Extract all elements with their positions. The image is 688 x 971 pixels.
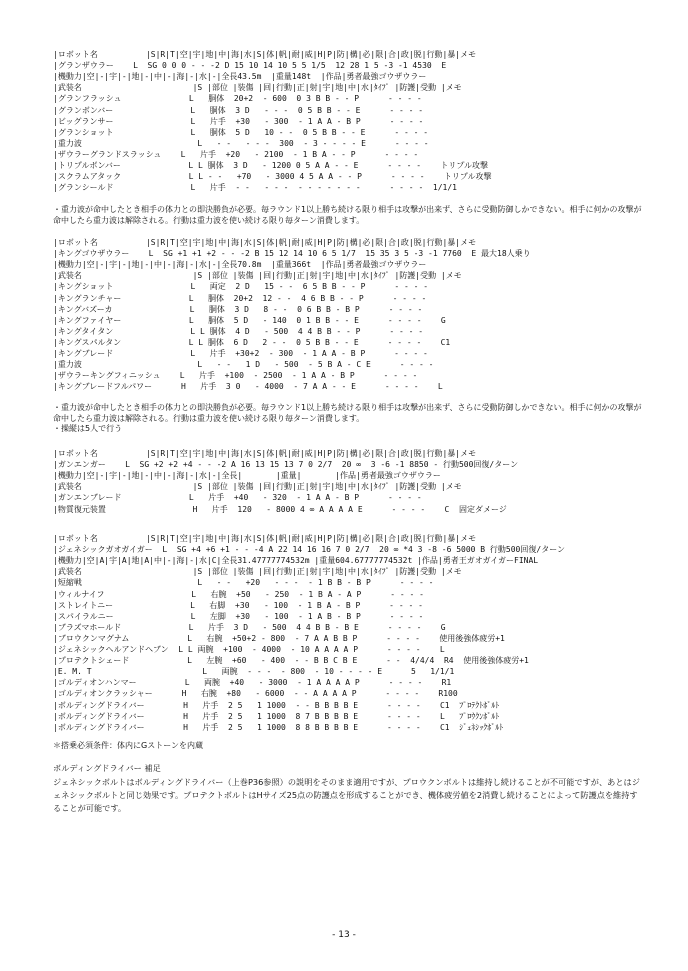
table-header: |ロボット名 |S|R|T|空|宇|地|中|海|水|S|体|帆|耐|威|H|P|防|構|必|限|合|政|脱|行動|暴|メモ: [53, 238, 477, 247]
weapon-row: |重力波 L - - - - - 300 - 3 - - - - E - - - -: [53, 138, 429, 148]
supplement-title: ボルディングドライバー 補足: [53, 763, 161, 773]
mobility-row: |機動力|空|-|宇|-|地|-|中|-|海|-|水|-|全長70.8m |重量366t |作品|勇者最強ゴウザウラー: [53, 260, 427, 270]
table-header: |ロボット名 |S|R|T|空|宇|地|中|海|水|S|体|帆|耐|威|H|P|防|構|必|限|合|政|脱|行動|暴|メモ: [53, 534, 477, 543]
weapon-row: |スクラムアタック L L - - +70 - 3000 4 5 A A - - P - - - - トリプル攻撃: [53, 172, 492, 182]
weapon-row: |キングタイタン L L 胴体 4 D - 500 4 4 B B - - P - - - -: [53, 326, 424, 336]
supplement-body: ジェネシックボルトはボルディングドライバー（上巻P36参照）の説明をそのまま適用ですが、プロウクンボルトは維持し続けることが不可能ですが、あとはジェネシックボルトと同じ効果です。プロテクトボルトはHサイズ25点の防護点を形成することができ、機体疲労値を2消費し続けることによって防護点を維持することが可能です。: [53, 777, 640, 813]
mobility-row: |機動力|空|A|宇|A|地|A|中|-|海|-|水|C|全長31.47777774532m |重量604.67777774532t |作品|勇者王ガオガイガーFINAL: [53, 556, 539, 566]
weapon-header: |武装名 |S |部位 |装傷 |回|行動|正|射|宇|地|中|水|ﾀｲﾌﾟ |防護|受動 |メモ: [53, 567, 462, 577]
weapon-row: |グランシールド L 片手 - - - - - - - - - - - - - - - - 1/1/1: [53, 183, 457, 193]
weapon-row: |重力波 L - - 1 D - 500 - 5 B A - C E - - - -: [53, 360, 434, 370]
weapon-header: |武装名 |S |部位 |装傷 |回|行動|正|射|宇|地|中|水|ﾀｲﾌﾟ |防護|受動 |メモ: [53, 83, 462, 93]
weapon-row: |プロテクトシェード L 左腕 +60 - 400 - - B B C B E - - 4/4/4 R4 使用後強体疲労+1: [53, 656, 529, 666]
weapon-row: |ザウラーキングフィニッシュ L 片手 +100 - 2500 - 1 A A - B P - - - -: [53, 371, 418, 381]
weapon-row: |ウィルナイフ L 右腕 +50 - 250 - 1 B A - A P - - - -: [53, 589, 424, 599]
robot-note: ・重力波が命中したとき相手の体力との即決勝負が必要。毎ラウンド1以上勝ち続ける限り相手は攻撃が出来ず、さらに受動防御しかできない。相手に何かの攻撃が命中したら重力波は解除される。行動は重力波を使い続ける限り毎ターン消費します。 ・操縦は5人で行う: [53, 403, 642, 433]
weapon-row: |キングショット L 両定 2 D 15 - - 6 5 B B - - P - - - -: [53, 282, 429, 292]
weapon-row: |ゴルディオンクラッシャー H 右腕 +80 - 6000 - - A A A A P - - - - R100: [53, 689, 458, 699]
table-header: |ロボット名 |S|R|T|空|宇|地|中|海|水|S|体|帆|耐|威|H|P|防|構|必|限|合|政|脱|行動|暴|メモ: [53, 50, 477, 59]
weapon-row: |ジェネシックヘルアンドヘブン L L 両腕 +100 - 4000 - 10 A A A A P - - - - L: [53, 645, 445, 654]
weapon-row: |グランショット L 胴体 5 D 10 - - 0 5 B B - - E - - - -: [53, 127, 429, 137]
weapon-row: |ゴルディオンハンマー L 両腕 +40 - 3000 - 1 A A A A P - - - - R1: [53, 678, 452, 688]
robot-stats-row: |グランザウラー L SG 0 0 0 - - -2 D 15 10 14 10 5 5 1/5 12 28 1 5 -3 -1 4530 E: [53, 61, 447, 71]
robot-stats-row: |キングゴウザウラー L SG +1 +1 +2 - - -2 B 15 12 14 10 6 5 1/7 15 35 3 5 -3 -1 7760 E 最大18人乗り: [53, 249, 531, 259]
weapon-row: |キングブレードフルパワー H 片手 3 0 - 4000 - 7 A A - - E - - - - L: [53, 382, 443, 392]
robot-note: ＊搭乗必須条件：体内にGストーンを内蔵: [53, 741, 204, 750]
weapon-row: |キングファイヤー L 胴体 5 D - 140 0 1 B B - - E - - - - G: [53, 315, 446, 325]
weapon-row: |スパイラルニー L 左脚 +30 - 100 - 1 A B - B P - - - -: [53, 611, 424, 621]
weapon-row: |ボルディングドライバー H 片手 2 5 1 1000 8 7 B B B B E - - - - L ﾌﾟﾛｳｸﾝﾎﾞﾙﾄ: [53, 711, 500, 721]
weapon-row: |ブロウクンマグナム L 右腕 +50+2 - 800 - 7 A A B B P - - - - 使用後強体疲労+1: [53, 633, 505, 643]
weapon-row: |ガンエンブレード L 片手 +40 - 320 - 1 A A - B P - - - -: [53, 493, 422, 503]
robot-stats-row: |ジェネシックガオガイガー L SG +4 +6 +1 - - -4 A 22 14 16 16 7 0 2/7 20 ∞ *4 3 -8 -6 5000 B 行動500回復/ターン: [53, 545, 566, 555]
mobility-row: |機動力|空|-|宇|-|地|-|中|-|海|-|水|-|全長43.5m |重量148t |作品|勇者最強ゴウザウラー: [53, 72, 427, 82]
robot-stats-row: |ガンエンガー L SG +2 +2 +4 - - -2 A 16 13 15 13 7 0 2/7 20 ∞ 3 -6 -1 8850 - 行動500回復/ターン: [53, 460, 519, 470]
weapon-row: |トリプルボンバー L L 胴体 3 D - 1200 0 5 A A - - E - - - - トリプル攻撃: [53, 161, 489, 170]
weapon-row: |キングブレード L 片手 +30+2 - 300 - 1 A A - B P - - - -: [53, 349, 428, 358]
weapon-header: |武装名 |S |部位 |装傷 |回|行動|正|射|宇|地|中|水|ﾀｲﾌﾟ |防護|受動 |メモ: [53, 271, 462, 281]
weapon-row: |グランフラッシュ L 胴体 20+2 - 600 0 3 B B - - P - - - -: [53, 94, 422, 104]
weapon-header: |武装名 |S |部位 |装傷 |回|行動|正|射|宇|地|中|水|ﾀｲﾌﾟ |防護|受動 |メモ: [53, 482, 462, 492]
weapon-row: |物質復元装置 H 片手 120 - 8000 4 ∞ A A A A E - - - - C 固定ダメージ: [53, 504, 507, 514]
weapon-row: |ストレイトニー L 右脚 +30 - 100 - 1 B A - B P - - - -: [53, 600, 423, 610]
weapon-row: |E. M. T L 両腕 - - - - 800 - 10 - - - - E 5 1/1/1: [53, 667, 455, 677]
weapon-row: |ボルディングドライバー H 片手 2 5 1 1000 8 8 B B B B E - - - - C1 ｼﾞｪﾈｼｯｸﾎﾞﾙﾄ: [53, 722, 504, 732]
mobility-row: |機動力|空|-|宇|-|地|-|中|-|海|-|水|-|全長| |重量| |作品|勇者最強ゴウザウラー: [53, 471, 441, 481]
weapon-row: |ビッグランサー L 片手 +30 - 300 - 1 A A - B P - - - -: [53, 116, 424, 126]
weapon-row: |キングランチャー L 胴体 20+2 12 - - 4 6 B B - - P - - - -: [53, 293, 427, 303]
robot-note: ・重力波が命中したとき相手の体力との即決勝負が必要。毎ラウンド1以上勝ち続ける限り相手は攻撃が出来ず、さらに受動防御しかできない。相手に何かの攻撃が命中したら重力波は解除される。行動は重力波を使い続ける限り毎ターン消費します。: [53, 205, 642, 225]
weapon-row: |キングスパルタン L L 胴体 6 D 2 - - 0 5 B B - - E - - - - C1: [53, 337, 451, 347]
table-header: |ロボット名 |S|R|T|空|宇|地|中|海|水|S|体|帆|耐|威|H|P|防|構|必|限|合|政|脱|行動|暴|メモ: [53, 449, 477, 458]
weapon-row: |ブラズマホールド L 片手 3 D - 500 4 4 B B - B E - - - - G: [53, 622, 446, 632]
page-number: - 13 -: [332, 930, 356, 940]
weapon-row: |キングバズーカ L 胴体 3 D 8 - - 0 6 B B - B P - - - -: [53, 304, 423, 314]
weapon-row: |ザウラーグランドスラッシュ L 片手 +20 - 2100 - 1 B A - - P - - - -: [53, 149, 419, 159]
weapon-row: |短縮戦 L - - +20 - - - - 1 B B - B P - - - -: [53, 578, 434, 588]
weapon-row: |ボルディングドライバー H 片手 2 5 1 1000 - - B B B B E - - - - C1 ﾌﾟﾛﾃｸﾄﾎﾞﾙﾄ: [53, 700, 500, 710]
weapon-row: |グランボンバー L 胴体 3 D - - - 0 5 B B - - E - - - -: [53, 105, 424, 115]
